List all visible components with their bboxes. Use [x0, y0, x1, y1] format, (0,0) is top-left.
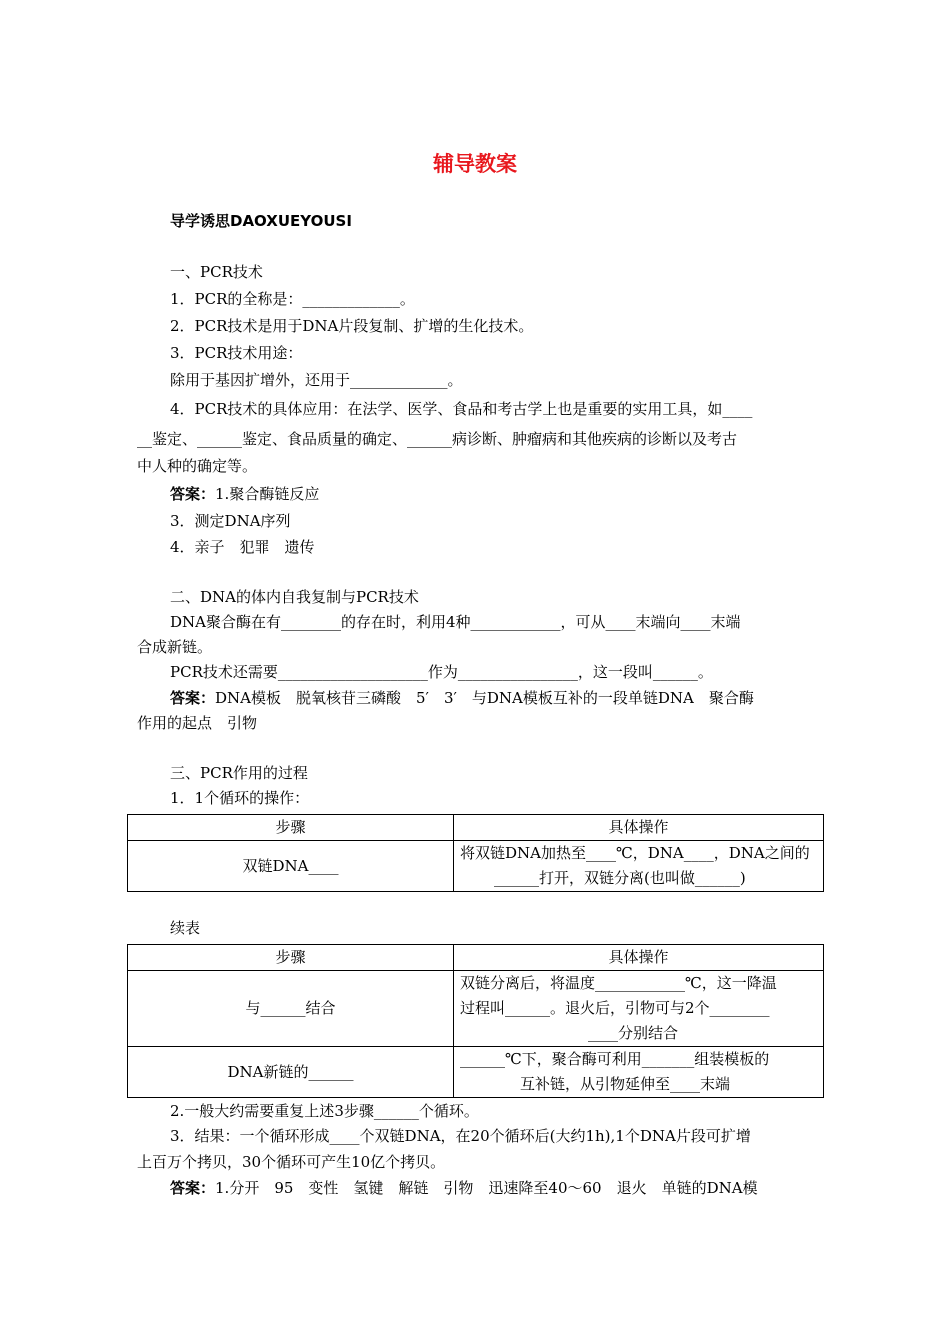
s3-q3b: 上百万个拷贝，30个循环可产生10亿个拷贝。	[137, 1153, 446, 1171]
operation-line: ______打开，双链分离(也叫做______)	[494, 869, 746, 887]
step-cell: DNA新链的______	[128, 1047, 454, 1098]
s1-q4c: 中人种的确定等。	[137, 457, 258, 475]
s3-q3a: 3．结果：一个循环形成____个双链DNA，在20个循环后(大约1h),1个DNA片段可扩增	[170, 1127, 751, 1145]
s3-answer	[170, 1178, 758, 1198]
step-cell: 双链DNA____	[128, 841, 454, 892]
s2-answer	[170, 688, 754, 708]
s2-p2: PCR技术还需要____________________作为________________，这一段叫______。	[170, 663, 713, 681]
operation-line: 将双链DNA加热至____℃，DNA____，DNA之间的	[460, 844, 810, 862]
s1-answer	[170, 484, 319, 504]
step-cell: 与______结合	[128, 971, 454, 1047]
s2-ans-a: DNA模板 脱氧核苷三磷酸 5′ 3′ 与DNA模板互补的一段单链DNA 聚合酶	[215, 689, 754, 707]
answer-label: 答案：	[170, 689, 216, 707]
operation-cell	[454, 841, 824, 892]
s2-p1a: DNA聚合酶在有________的存在时，利用4种____________，可从____末端向____末端	[170, 613, 741, 631]
s1-q3: 3．PCR技术用途：	[170, 344, 303, 362]
table-header-cell: 具体操作	[454, 815, 824, 841]
s3-heading: 三、PCR作用的过程	[170, 764, 308, 782]
operation-line: ____分别结合	[588, 1024, 679, 1042]
table-header-cell: 具体操作	[454, 945, 824, 971]
operation-cell	[454, 971, 824, 1047]
s1-q4b: __鉴定、______鉴定、食品质量的确定、______病诊断、肿瘤病和其他疾病的诊断以及考古	[137, 430, 738, 448]
s1-q2: 2．PCR技术是用于DNA片段复制、扩增的生化技术。	[170, 317, 534, 335]
operation-line: 双链分离后，将温度____________℃，这一降温	[460, 974, 777, 992]
page-title: 辅导教案	[433, 152, 517, 176]
operation-line: ______℃下，聚合酶可利用_______组装模板的	[460, 1050, 770, 1068]
s1-q3b: 除用于基因扩增外，还用于_____________。	[170, 371, 463, 389]
s2-heading: 二、DNA的体内自我复制与PCR技术	[170, 588, 419, 606]
table-header-cell: 步骤	[128, 945, 454, 971]
s1-heading: 一、PCR技术	[170, 263, 263, 281]
table-header-cell: 步骤	[128, 815, 454, 841]
section-subtitle: 导学诱思DAOXUEYOUSI	[170, 212, 352, 230]
table-row	[128, 1047, 824, 1098]
s3-ans: 1.分开 95 变性 氢键 解链 引物 迅速降至40～60 退火 单链的DNA模	[215, 1179, 758, 1197]
s1-ans3: 4．亲子 犯罪 遗传	[170, 538, 315, 556]
table-row	[128, 971, 824, 1047]
answer-label: 答案：	[170, 485, 216, 503]
table-header-row	[128, 815, 824, 841]
operation-line: 互补链，从引物延伸至____末端	[520, 1075, 731, 1093]
s1-ans1: 1.聚合酶链反应	[215, 485, 320, 503]
s1-q4a: 4．PCR技术的具体应用：在法学、医学、食品和考古学上也是重要的实用工具，如____	[170, 400, 753, 418]
s3-q2: 2.一般大约需要重复上述3步骤______个循环。	[170, 1102, 479, 1120]
s2-p1b: 合成新链。	[137, 638, 213, 656]
answer-label: 答案：	[170, 1179, 216, 1197]
cycle-table-2	[127, 944, 824, 1098]
operation-cell	[454, 1047, 824, 1098]
cycle-table-1	[127, 814, 824, 892]
s1-q1: 1．PCR的全称是：_____________。	[170, 290, 415, 308]
table-continued-label: 续表	[170, 919, 201, 937]
s1-ans2: 3．测定DNA序列	[170, 512, 291, 530]
table-row	[128, 841, 824, 892]
table-header-row	[128, 945, 824, 971]
s3-q1: 1．1个循环的操作：	[170, 789, 310, 807]
operation-line: 过程叫______。退火后，引物可与2个________	[460, 999, 770, 1017]
s2-ans-b: 作用的起点 引物	[137, 714, 258, 732]
